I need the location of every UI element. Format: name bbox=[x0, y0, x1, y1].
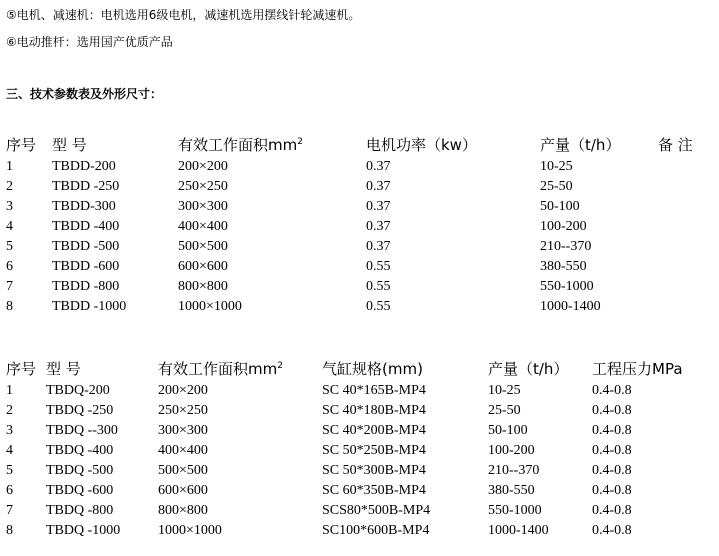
cell-model: TBDD-300 bbox=[52, 199, 116, 214]
cell-model: TBDD-200 bbox=[52, 159, 116, 174]
table-row bbox=[6, 175, 718, 195]
header-power: 电机功率（kw） bbox=[366, 136, 477, 154]
cell-area: 300×300 bbox=[178, 199, 228, 214]
cell-output: 10-25 bbox=[540, 159, 573, 174]
cell-seq: 3 bbox=[6, 199, 13, 214]
cell-area: 200×200 bbox=[178, 159, 228, 174]
header-seq: 序号 bbox=[6, 136, 37, 154]
table-row bbox=[6, 255, 718, 275]
cell-cylinder: SCS80*500B-MP4 bbox=[322, 503, 431, 518]
spec-table-electric bbox=[6, 131, 718, 315]
cell-cylinder: SC100*600B-MP4 bbox=[322, 523, 430, 538]
cell-output: 50-100 bbox=[488, 423, 528, 438]
cell-output: 380-550 bbox=[488, 483, 535, 498]
cell-area: 250×250 bbox=[158, 403, 208, 418]
table-header-row bbox=[6, 131, 718, 155]
cell-output: 1000-1400 bbox=[488, 523, 549, 538]
table-row bbox=[6, 479, 702, 499]
header-area: 有效工作面积$mm^2$ bbox=[158, 360, 283, 378]
cell-seq: 2 bbox=[6, 179, 13, 194]
cell-cylinder: SC 40*165B-MP4 bbox=[322, 383, 426, 398]
electric-pushrod-note: ⑥电动推杆：选用国产优质产品 bbox=[6, 35, 173, 49]
cell-model: TBDQ -500 bbox=[46, 463, 114, 478]
cell-cylinder: SC 40*180B-MP4 bbox=[322, 403, 426, 418]
cell-power: 0.37 bbox=[366, 179, 391, 194]
header-cylinder: 气缸规格(mm) bbox=[322, 360, 423, 378]
cell-seq: 5 bbox=[6, 239, 13, 254]
cell-output: 380-550 bbox=[540, 259, 587, 274]
cell-model: TBDD -800 bbox=[52, 279, 120, 294]
table-row bbox=[6, 399, 702, 419]
cell-seq: 8 bbox=[6, 299, 13, 314]
table-row bbox=[6, 195, 718, 215]
cell-seq: 5 bbox=[6, 463, 13, 478]
cell-output: 100-200 bbox=[540, 219, 587, 234]
table-row bbox=[6, 275, 718, 295]
cell-area: 600×600 bbox=[178, 259, 228, 274]
cell-output: 100-200 bbox=[488, 443, 535, 458]
cell-model: TBDQ -800 bbox=[46, 503, 114, 518]
cell-pressure: 0.4-0.8 bbox=[592, 423, 632, 438]
cell-area: 1000×1000 bbox=[158, 523, 222, 538]
cell-output: 550-1000 bbox=[540, 279, 594, 294]
table-row bbox=[6, 379, 702, 399]
cell-model: TBDQ -1000 bbox=[46, 523, 121, 538]
spec-table-pneumatic bbox=[6, 355, 702, 539]
cell-area: 1000×1000 bbox=[178, 299, 242, 314]
cell-model: TBDD -600 bbox=[52, 259, 120, 274]
table-row bbox=[6, 155, 718, 175]
cell-pressure: 0.4-0.8 bbox=[592, 443, 632, 458]
cell-model: TBDQ -400 bbox=[46, 443, 114, 458]
header-remark: 备 注 bbox=[658, 136, 693, 154]
cell-power: 0.55 bbox=[366, 259, 391, 274]
cell-pressure: 0.4-0.8 bbox=[592, 503, 632, 518]
cell-output: 210--370 bbox=[488, 463, 540, 478]
table-row bbox=[6, 519, 702, 539]
table-row bbox=[6, 439, 702, 459]
cell-cylinder: SC 50*250B-MP4 bbox=[322, 443, 426, 458]
header-output: 产量（t/h） bbox=[488, 360, 569, 378]
table-row bbox=[6, 499, 702, 519]
cell-area: 600×600 bbox=[158, 483, 208, 498]
cell-output: 550-1000 bbox=[488, 503, 542, 518]
table-row bbox=[6, 459, 702, 479]
cell-cylinder: SC 50*300B-MP4 bbox=[322, 463, 426, 478]
header-model: 型 号 bbox=[46, 360, 81, 378]
cell-power: 0.55 bbox=[366, 279, 391, 294]
table-row bbox=[6, 295, 718, 315]
empty-cell bbox=[658, 195, 718, 215]
header-output: 产量（t/h） bbox=[540, 136, 621, 154]
empty-cell bbox=[658, 155, 718, 175]
cell-model: TBDD -500 bbox=[52, 239, 120, 254]
empty-cell bbox=[658, 215, 718, 235]
cell-output: 25-50 bbox=[540, 179, 573, 194]
cell-seq: 1 bbox=[6, 159, 13, 174]
cell-seq: 6 bbox=[6, 483, 13, 498]
cell-area: 500×500 bbox=[178, 239, 228, 254]
empty-cell bbox=[658, 235, 718, 255]
empty-cell bbox=[658, 175, 718, 195]
cell-power: 0.37 bbox=[366, 219, 391, 234]
cell-area: 300×300 bbox=[158, 423, 208, 438]
cell-power: 0.37 bbox=[366, 199, 391, 214]
cell-output: 50-100 bbox=[540, 199, 580, 214]
cell-model: TBDQ -250 bbox=[46, 403, 114, 418]
table-row bbox=[6, 235, 718, 255]
cell-model: TBDQ --300 bbox=[46, 423, 118, 438]
cell-area: 250×250 bbox=[178, 179, 228, 194]
cell-area: 400×400 bbox=[178, 219, 228, 234]
cell-seq: 3 bbox=[6, 423, 13, 438]
table-row bbox=[6, 419, 702, 439]
cell-pressure: 0.4-0.8 bbox=[592, 403, 632, 418]
cell-cylinder: SC 40*200B-MP4 bbox=[322, 423, 426, 438]
cell-seq: 7 bbox=[6, 279, 13, 294]
cell-power: 0.55 bbox=[366, 299, 391, 314]
cell-seq: 4 bbox=[6, 219, 13, 234]
cell-output: 1000-1400 bbox=[540, 299, 601, 314]
cell-output: 10-25 bbox=[488, 383, 521, 398]
cell-model: TBDQ-200 bbox=[46, 383, 110, 398]
cell-model: TBDQ -600 bbox=[46, 483, 114, 498]
header-seq: 序号 bbox=[6, 360, 37, 378]
cell-pressure: 0.4-0.8 bbox=[592, 383, 632, 398]
cell-power: 0.37 bbox=[366, 159, 391, 174]
empty-cell bbox=[658, 275, 718, 295]
cell-pressure: 0.4-0.8 bbox=[592, 483, 632, 498]
table-row bbox=[6, 215, 718, 235]
motor-reducer-note: ⑤电机、减速机：电机选用6级电机，减速机选用摆线针轮减速机。 bbox=[6, 8, 361, 22]
cell-cylinder: SC 60*350B-MP4 bbox=[322, 483, 426, 498]
cell-output: 210--370 bbox=[540, 239, 592, 254]
cell-area: 400×400 bbox=[158, 443, 208, 458]
cell-area: 500×500 bbox=[158, 463, 208, 478]
header-model: 型 号 bbox=[52, 136, 87, 154]
header-pressure: 工程压力MPa bbox=[592, 360, 683, 378]
cell-pressure: 0.4-0.8 bbox=[592, 523, 632, 538]
cell-model: TBDD -400 bbox=[52, 219, 120, 234]
section-heading: 三、技术参数表及外形尺寸： bbox=[6, 87, 163, 101]
cell-power: 0.37 bbox=[366, 239, 391, 254]
cell-model: TBDD -1000 bbox=[52, 299, 127, 314]
cell-area: 200×200 bbox=[158, 383, 208, 398]
cell-seq: 4 bbox=[6, 443, 13, 458]
table-header-row bbox=[6, 355, 702, 379]
empty-cell bbox=[658, 295, 718, 315]
cell-model: TBDD -250 bbox=[52, 179, 120, 194]
header-area: 有效工作面积$mm^2$ bbox=[178, 136, 303, 154]
cell-area: 800×800 bbox=[178, 279, 228, 294]
cell-pressure: 0.4-0.8 bbox=[592, 463, 632, 478]
cell-area: 800×800 bbox=[158, 503, 208, 518]
cell-seq: 8 bbox=[6, 523, 13, 538]
cell-output: 25-50 bbox=[488, 403, 521, 418]
cell-seq: 7 bbox=[6, 503, 13, 518]
cell-seq: 6 bbox=[6, 259, 13, 274]
cell-seq: 2 bbox=[6, 403, 13, 418]
empty-cell bbox=[658, 255, 718, 275]
cell-seq: 1 bbox=[6, 383, 13, 398]
